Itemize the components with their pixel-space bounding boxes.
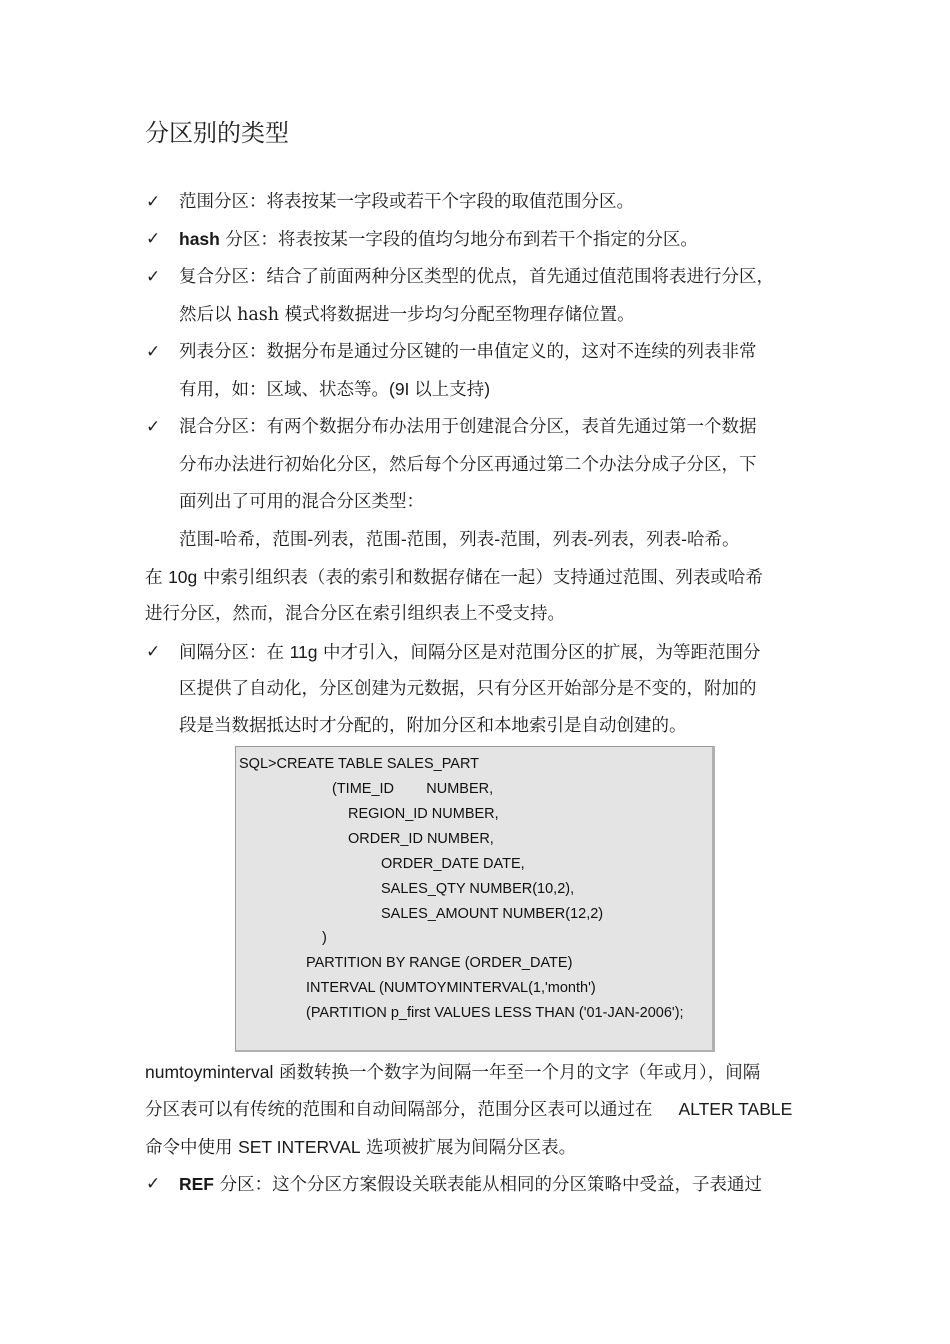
paragraph-text: 分区表可以有传统的范围和自动间隔部分，范围分区表可以通过在: [145, 1100, 653, 1120]
ref-keyword: REF: [179, 1174, 214, 1194]
iot-text: 在: [145, 568, 169, 588]
item-interval-line1: [179, 640, 761, 665]
check-icon: ✓: [146, 342, 161, 362]
item-interval-line3: 段是当数据抵达时才分配的，附加分区和本地索引是自动创建的。: [179, 716, 687, 736]
list-text: 有用，如：区域、状态等。: [179, 380, 389, 400]
check-icon: ✓: [146, 1174, 161, 1194]
page-title: 分区别的类型: [145, 119, 289, 147]
check-icon: ✓: [146, 267, 161, 287]
hash-text: 分区：将表按某一字段的值均匀地分布到若干个指定的分区。: [219, 230, 698, 250]
function-name: numtoyminterval: [145, 1062, 274, 1082]
paragraph-text: 命令中使用: [145, 1138, 239, 1158]
code-line: INTERVAL (NUMTOYMINTERVAL(1,'month'): [306, 980, 596, 996]
item-composite-line1: 复合分区：结合了前面两种分区类型的优点，首先通过值范围将表进行分区，: [179, 267, 774, 287]
numtoyminterval-line2: [145, 1097, 792, 1122]
item-ref: [179, 1172, 762, 1197]
item-mixed-line3: 面列出了可用的混合分区类型：: [179, 492, 424, 512]
code-line: SALES_QTY NUMBER(10,2),: [381, 881, 575, 897]
iot-line2: 进行分区，然而，混合分区在索引组织表上不受支持。: [145, 604, 565, 624]
iot-line1: [145, 565, 763, 590]
set-interval-keyword: SET INTERVAL: [238, 1137, 361, 1157]
code-line: SALES_AMOUNT NUMBER(12,2): [381, 906, 604, 922]
numtoyminterval-line3: [145, 1135, 576, 1160]
item-mixed-line2: 分布办法进行初始化分区，然后每个分区再通过第二个办法分成子分区，下: [179, 455, 757, 475]
numtoyminterval-line1: [145, 1060, 760, 1085]
paragraph-text: 函数转换一个数字为间隔一年至一个月的文字（年或月），间隔: [273, 1063, 761, 1083]
hash-keyword: hash: [179, 229, 220, 249]
check-icon: ✓: [146, 642, 161, 662]
list-version-note: (9I 以上支持): [389, 379, 491, 399]
item-interval-line2: 区提供了自动化，分区创建为元数据，只有分区开始部分是不变的，附加的: [179, 679, 757, 699]
iot-version: 10g: [168, 567, 198, 587]
code-line: SQL>CREATE TABLE SALES_PART: [239, 756, 480, 772]
code-line: REGION_ID NUMBER,: [348, 806, 499, 822]
item-list-line2: [179, 377, 490, 402]
paragraph-text: 选项被扩展为间隔分区表。: [360, 1138, 577, 1158]
sql-code-block: [235, 746, 715, 1052]
check-icon: ✓: [146, 417, 161, 437]
interval-version: 11g: [289, 642, 318, 662]
code-line: (PARTITION p_first VALUES LESS THAN ('01-JAN-2006');: [306, 1005, 684, 1021]
check-icon: ✓: [146, 192, 161, 212]
item-list-line1: 列表分区：数据分布是通过分区键的一串值定义的，这对不连续的列表非常: [179, 342, 757, 362]
iot-text: 中索引组织表（表的索引和数据存储在一起）支持通过范围、列表或哈希: [197, 568, 763, 588]
item-mixed-line4: 范围-哈希，范围-列表，范围-范围，列表-范围，列表-列表，列表-哈希。: [179, 530, 740, 550]
interval-text: 中才引入，间隔分区是对范围分区的扩展，为等距范围分: [317, 643, 761, 663]
check-icon: ✓: [146, 229, 161, 249]
item-composite-line2: 然后以 hash 模式将数据进一步均匀分配至物理存储位置。: [179, 305, 635, 325]
code-line: ORDER_ID NUMBER,: [348, 831, 494, 847]
item-hash: [179, 227, 698, 252]
code-line: PARTITION BY RANGE (ORDER_DATE): [306, 955, 573, 971]
code-line: ): [322, 930, 327, 946]
code-line: ORDER_DATE DATE,: [381, 856, 525, 872]
alter-table-keyword: ALTER TABLE: [678, 1099, 793, 1119]
interval-text: 间隔分区：在: [179, 643, 290, 663]
ref-text: 分区：这个分区方案假设关联表能从相同的分区策略中受益，子表通过: [214, 1175, 763, 1195]
item-range: 范围分区：将表按某一字段或若干个字段的取值范围分区。: [179, 192, 634, 212]
item-mixed-line1: 混合分区：有两个数据分布办法用于创建混合分区，表首先通过第一个数据: [179, 417, 757, 437]
code-line: (TIME_ID NUMBER,: [332, 781, 494, 797]
